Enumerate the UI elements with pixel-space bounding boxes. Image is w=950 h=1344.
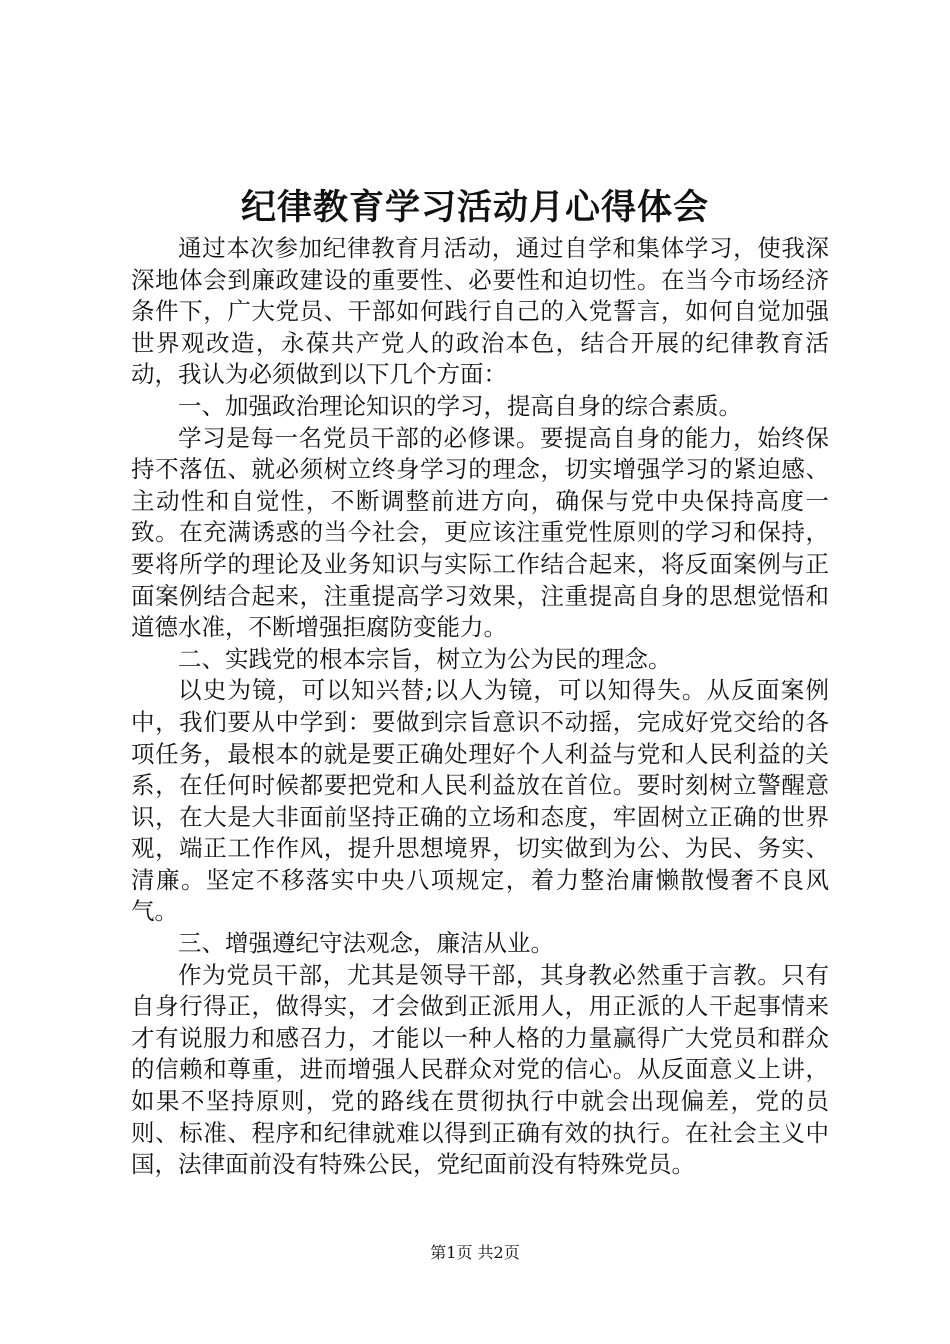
section-heading-2: 二、实践党的根本宗旨，树立为公为民的理念。 — [178, 644, 672, 673]
section-heading-3: 三、增强遵纪守法观念，廉洁从业。 — [178, 929, 554, 958]
document-title: 纪律教育学习活动月心得体会 — [240, 187, 709, 228]
paragraph-section-3: 作为党员干部，尤其是领导干部，其身教必然重于言教。只有自身行得正，做得实，才会做到正派用人，用正派的人干起事情来才有说服力和感召力，才能以一种人格的力量赢得广大党员和群众的信赖和尊重，进而增强人民群众对党的信心。从反面意义上讲，如果不坚持原则，党的路线在贯彻执行中就会出现偏差，党的员则、标准、程序和纪律就难以得到正确有效的执行。在社会主义中国，法律面前没有特殊公民，党纪面前没有特殊党员。 — [131, 960, 829, 1179]
document-body — [131, 233, 829, 1181]
paragraph-intro: 通过本次参加纪律教育月活动，通过自学和集体学习，使我深深地体会到廉政建设的重要性、必要性和迫切性。在当今市场经济条件下，广大党员、干部如何践行自己的入党誓言，如何自觉加强世界观改造，永葆共产党人的政治本色，结合开展的纪律教育活动，我认为必须做到以下几个方面： — [131, 234, 829, 389]
page-number-footer: 第1页 共2页 — [430, 1243, 520, 1262]
paragraph-section-1: 学习是每一名党员干部的必修课。要提高自身的能力，始终保持不落伍、就必须树立终身学习的理念，切实增强学习的紧迫感、主动性和自觉性，不断调整前进方向，确保与党中央保持高度一致。在充满诱惑的当今社会，更应该注重党性原则的学习和保持，要将所学的理论及业务知识与实际工作结合起来，将反面案例与正面案例结合起来，注重提高学习效果，注重提高自身的思想觉悟和道德水准，不断增强拒腐防变能力。 — [131, 423, 829, 642]
section-heading-1: 一、加强政治理论知识的学习，提高自身的综合素质。 — [178, 391, 742, 420]
paragraph-section-2: 以史为镜，可以知兴替;以人为镜，可以知得失。从反面案例中，我们要从中学到：要做到宗旨意识不动摇，完成好党交给的各项任务，最根本的就是要正确处理好个人利益与党和人民利益的关系，在任何时候都要把党和人民利益放在首位。要时刻树立警醒意识，在大是大非面前坚持正确的立场和态度，牢固树立正确的世界观，端正工作作风，提升思想境界，切实做到为公、为民、务实、清廉。坚定不移落实中央八项规定，着力整治庸懒散慢奢不良风气。 — [131, 676, 829, 926]
